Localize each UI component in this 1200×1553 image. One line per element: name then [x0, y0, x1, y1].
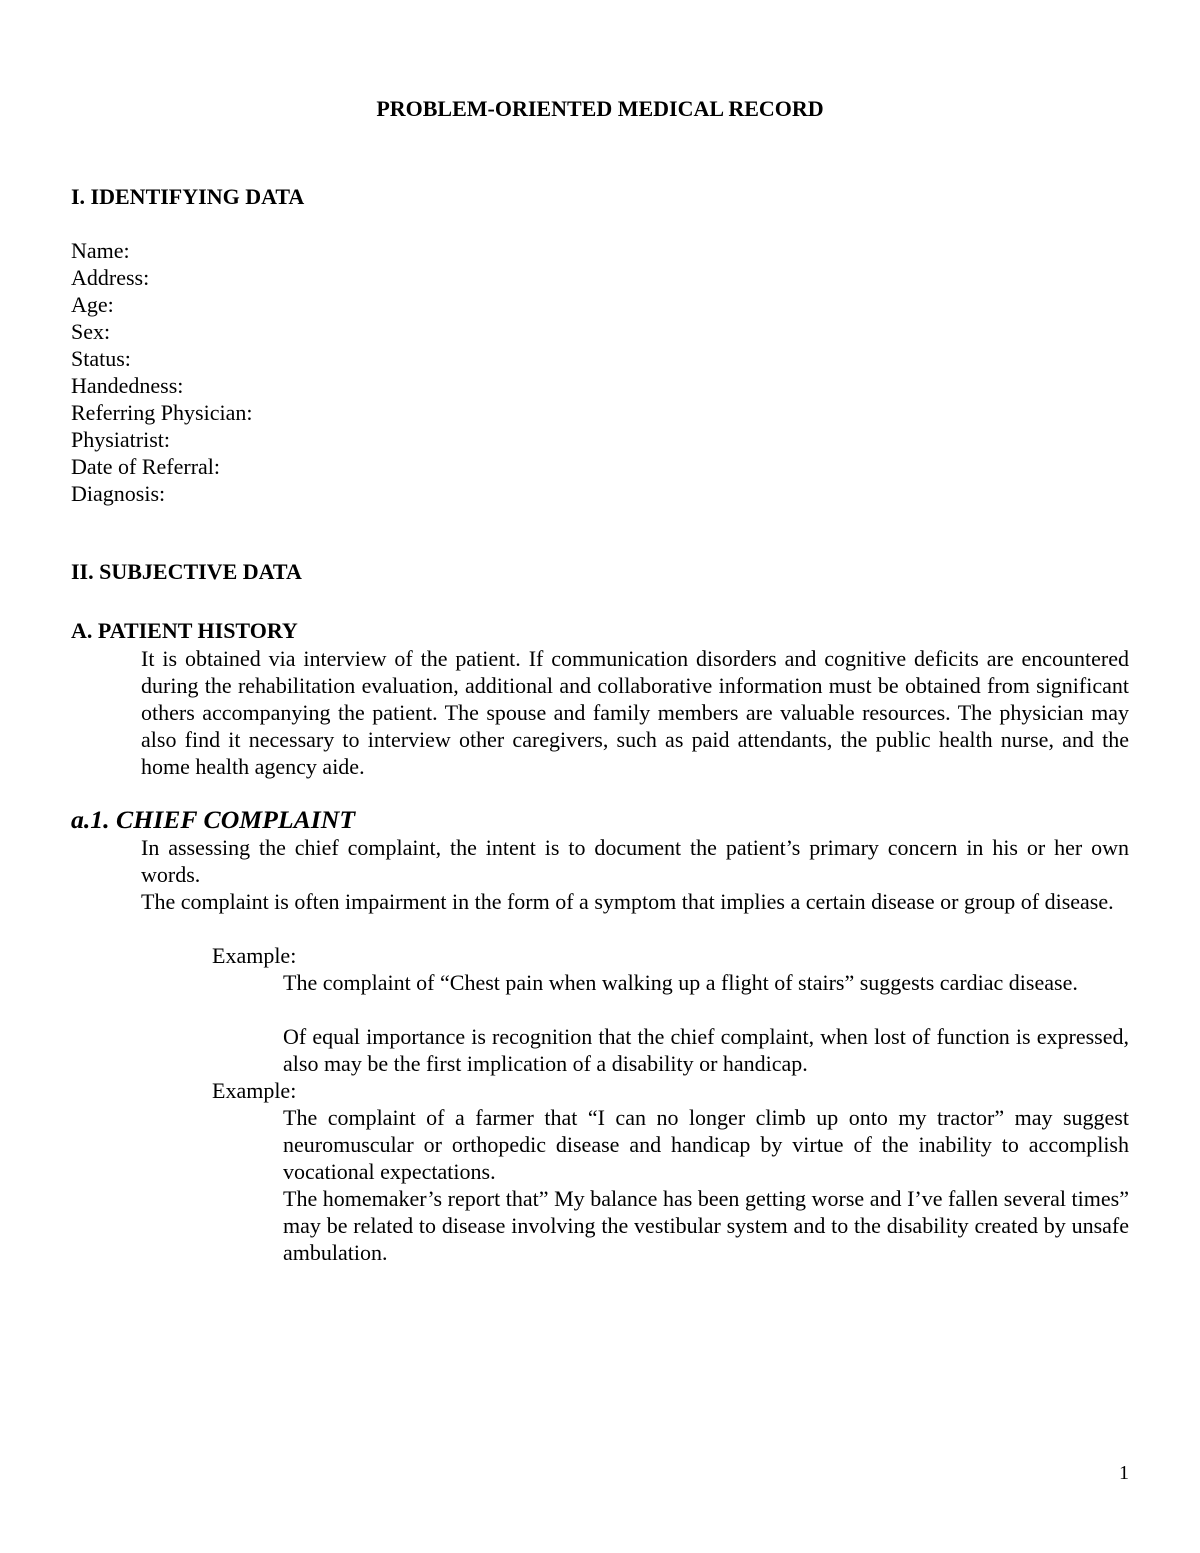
identifying-data-heading: I. IDENTIFYING DATA: [71, 184, 305, 209]
field-sex: Sex:: [71, 319, 111, 344]
example-1-text-2: Of equal importance is recognition that the chief complaint, when lost of function is expressed, also may be the first implication of a disability or handicap.: [283, 1024, 1129, 1076]
example-1-label: Example:: [212, 943, 297, 968]
field-status: Status:: [71, 346, 131, 371]
patient-history-body: It is obtained via interview of the patient. If communication disorders and cognitive deficits are encountered during the rehabilitation evaluation, additional and collaborative information must be obtained from significant others accompanying the patient. The spouse and family members are valuable resources. The physician may also find it necessary to interview other caregivers, such as paid attendants, the public health nurse, and the home health agency aide.: [141, 646, 1129, 779]
field-name: Name:: [71, 238, 130, 263]
chief-complaint-para-1: In assessing the chief complaint, the intent is to document the patient’s primary concern in his or her own words.: [141, 835, 1129, 887]
patient-history-heading: A. PATIENT HISTORY: [71, 618, 298, 643]
document-title: PROBLEM-ORIENTED MEDICAL RECORD: [376, 96, 824, 121]
field-handedness: Handedness:: [71, 373, 184, 398]
field-date-of-referral: Date of Referral:: [71, 454, 221, 479]
chief-complaint-heading: a.1. CHIEF COMPLAINT: [71, 805, 356, 834]
example-2-text-2: The homemaker’s report that” My balance has been getting worse and I’ve fallen several times” may be related to disease involving the vestibular system and to the disability created by unsafe ambulation.: [283, 1186, 1129, 1265]
identifying-fields-list: [71, 237, 252, 507]
subjective-data-heading: II. SUBJECTIVE DATA: [71, 559, 302, 584]
example-2-label: Example:: [212, 1078, 297, 1103]
chief-complaint-para-2: The complaint is often impairment in the form of a symptom that implies a certain disease or group of disease.: [141, 889, 1114, 914]
field-address: Address:: [71, 265, 150, 290]
example-1-text-1: The complaint of “Chest pain when walking up a flight of stairs” suggests cardiac disease.: [283, 970, 1078, 995]
field-age: Age:: [71, 292, 114, 317]
page-number: 1: [1119, 1462, 1129, 1484]
field-physiatrist: Physiatrist:: [71, 427, 171, 452]
field-referring-physician: Referring Physician:: [71, 400, 253, 425]
example-2-text-1: The complaint of a farmer that “I can no longer climb up onto my tractor” may suggest neuromuscular or orthopedic disease and handicap by virtue of the inability to accomplish vocational expectations.: [283, 1105, 1129, 1184]
field-diagnosis: Diagnosis:: [71, 481, 166, 506]
